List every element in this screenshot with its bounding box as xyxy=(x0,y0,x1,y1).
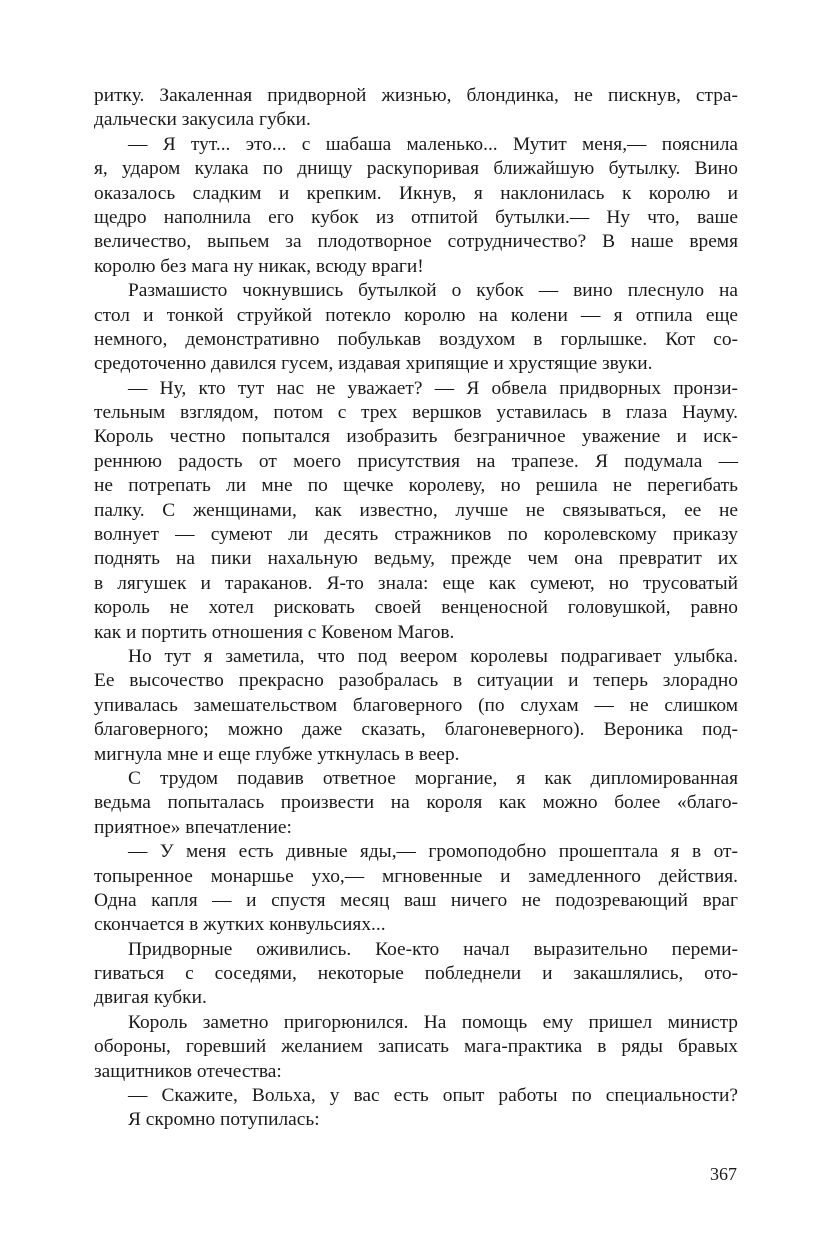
text-line: дальчески закусила губки. xyxy=(94,109,311,131)
text-line: мигнула мне и еще глубже уткнулась в веер. xyxy=(94,743,460,765)
text-line: стол и тонкой струйкой потекло королю на колени — я отпила еще xyxy=(94,304,738,326)
text-line: Размашисто чокнувшись бутылкой о кубок — вино плеснуло на xyxy=(128,280,738,302)
text-line: щедро наполнила его кубок из отпитой бутылки.— Ну что, ваше xyxy=(94,206,738,228)
text-line: Я скромно потупилась: xyxy=(128,1109,320,1131)
text-line: палку. С женщинами, как известно, лучше не связываться, ее не xyxy=(94,499,738,521)
text-line: я, ударом кулака по днищу раскупоривая ближайшую бутылку. Вино xyxy=(94,158,738,180)
text-line: волнует — сумеют ли десять стражников по королевскому приказу xyxy=(94,524,738,546)
text-line: средоточенно давился гусем, издавая хрипящие и хрустящие звуки. xyxy=(94,353,653,375)
text-line: величество, выпьем за плодотворное сотрудничество? В наше время xyxy=(94,231,738,253)
text-line: топыренное монаршье ухо,— мгновенные и замедленного действия. xyxy=(94,865,738,887)
text-line: немного, демонстративно побулькав воздухом в горлышке. Кот со- xyxy=(94,328,738,350)
text-line: королю без мага ну никак, всюду враги! xyxy=(94,255,424,277)
text-line: ведьма попыталась произвести на короля как можно более «благо- xyxy=(94,792,738,814)
text-line: Король заметно пригорюнился. На помощь ему пришел министр xyxy=(128,1011,738,1033)
text-line: Ее высочество прекрасно разобралась в ситуации и теперь злорадно xyxy=(94,670,738,692)
text-line: — У меня есть дивные яды,— громоподобно прошептала я в от- xyxy=(128,841,738,863)
text-line: как и портить отношения с Ковеном Магов. xyxy=(94,621,455,643)
text-line: упивалась замешательством благоверного (по слухам — не слишком xyxy=(94,694,738,716)
text-line: Но тут я заметила, что под веером королевы подрагивает улыбка. xyxy=(128,645,738,667)
text-line: тельным взглядом, потом с трех вершков уставилась в глаза Науму. xyxy=(94,402,738,424)
text-line: не потрепать ли мне по щечке королеву, но решила не перегибать xyxy=(94,475,738,497)
text-line: защитников отечества: xyxy=(94,1060,282,1082)
text-line: поднять на пики нахальную ведьму, прежде чем она превратит их xyxy=(94,548,738,570)
page-number: 367 xyxy=(710,1164,737,1184)
text-line: скончается в жутких конвульсиях... xyxy=(94,914,386,936)
text-line: приятное» впечатление: xyxy=(94,816,292,838)
text-line: благоверного; можно даже сказать, благоневерного). Вероника под- xyxy=(94,719,738,741)
text-line: Одна капля — и спустя месяц ваш ничего не подозревающий враг xyxy=(94,889,738,911)
body-text xyxy=(94,84,738,1133)
text-line: — Я тут... это... с шабаша маленько... Мутит меня,— пояснила xyxy=(128,133,738,155)
text-line: оказалось сладким и крепким. Икнув, я наклонилась к королю и xyxy=(94,182,738,204)
text-line: гиваться с соседями, некоторые побледнели и закашлялись, ото- xyxy=(94,963,738,985)
text-line: — Ну, кто тут нас не уважает? — Я обвела придворных пронзи- xyxy=(128,377,738,399)
text-line: в лягушек и тараканов. Я-то знала: еще как сумеют, но трусоватый xyxy=(94,572,738,594)
text-line: двигая кубки. xyxy=(94,987,207,1009)
text-line: обороны, горевший желанием записать мага-практика в ряды бравых xyxy=(94,1036,738,1058)
text-line: С трудом подавив ответное моргание, я как дипломированная xyxy=(128,767,738,789)
text-line: Король честно попытался изобразить безграничное уважение и иск- xyxy=(94,426,738,448)
text-line: ритку. Закаленная придворной жизнью, блондинка, не пискнув, стра- xyxy=(94,85,738,106)
text-line: Придворные оживились. Кое-кто начал выразительно переми- xyxy=(128,938,738,960)
text-line: — Скажите, Вольха, у вас есть опыт работы по специальности? xyxy=(128,1085,738,1107)
text-line: реннюю радость от моего присутствия на трапезе. Я подумала — xyxy=(94,450,738,472)
text-line: король не хотел рисковать своей венценосной головушкой, равно xyxy=(94,597,738,619)
